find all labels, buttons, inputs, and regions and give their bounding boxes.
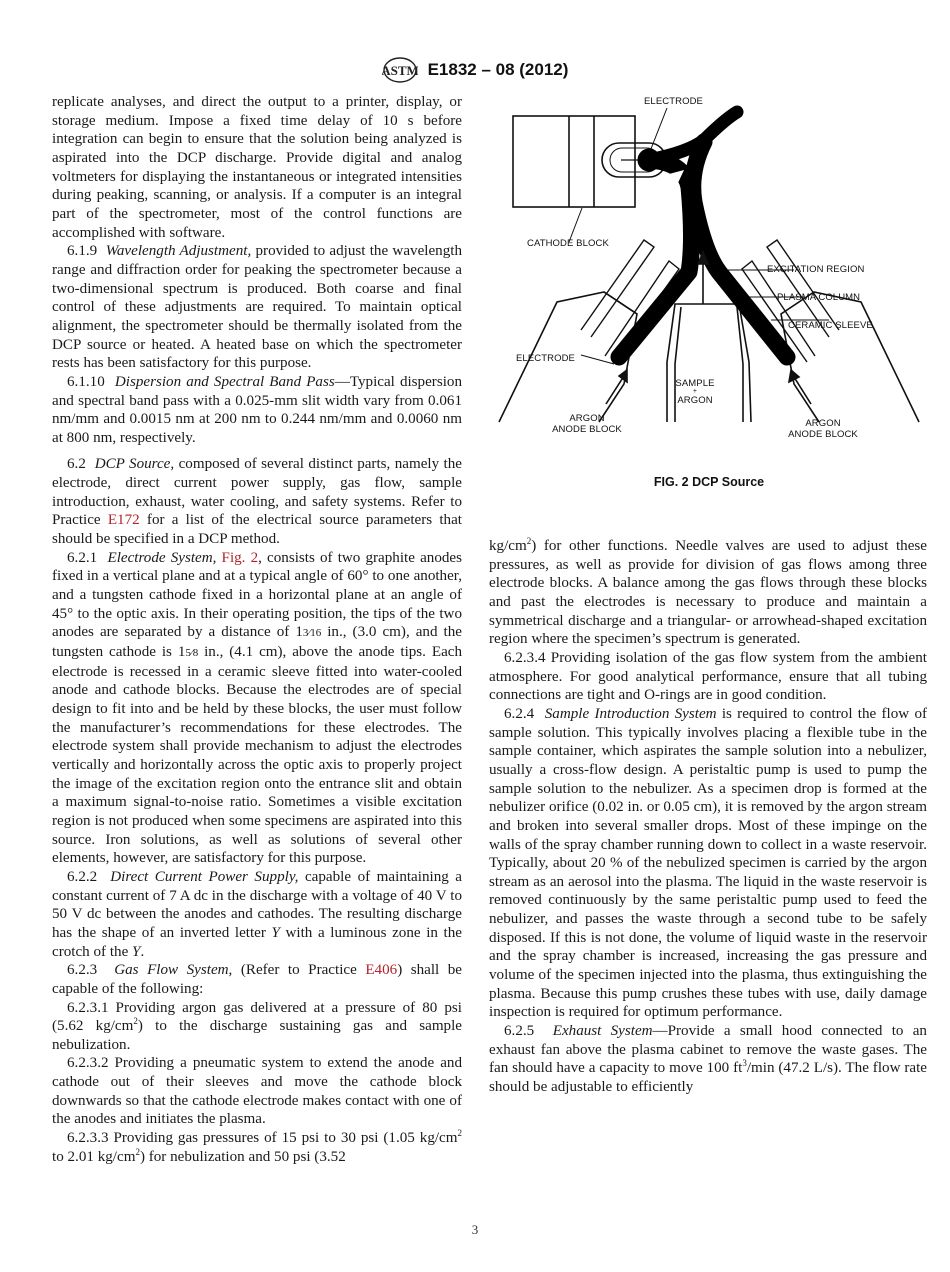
figure-dcp-source: [489, 92, 929, 492]
link-fig-2[interactable]: Fig. 2: [221, 549, 259, 566]
section-6-2-3-2: 6.2.3.2 Providing a pneumatic system to extend the anode and cathode out of their sleeves and move the cathode block downwards so that the cathode electrode makes contact with one of the anodes and initiates the plasma.: [52, 1055, 462, 1128]
section-6-2-3-4: 6.2.3.4 Providing isolation of the gas flow system from the ambient atmosphere. For good analytical performance, ensure that all tubing connections are tight and O-rings are in good condition.: [489, 649, 927, 704]
section-6-2-3: 6.2.3 Gas Flow System, (Refer to Practice E406) shall be capable of the following:: [52, 962, 463, 997]
label-electrode-top: ELECTRODE: [644, 96, 703, 107]
label-plasma-column: PLASMA COLUMN: [777, 292, 861, 303]
figure-caption: FIG. 2 DCP Source: [653, 475, 765, 489]
right-column: [489, 537, 927, 1097]
paragraph-continuation: replicate analyses, and direct the output to a printer, display, or storage medium. Impose a fixed time delay of 10 s before integration can begin to ensure that the solution being analyzed is aspirated into the DCP discharge. Provide digital and analog voltmeters for displaying the instantaneous or integrated intensities during peaking, scanning, or analysis. If a computer is an integral part of the spectrometer, most of the control functions are accomplished with software.: [52, 94, 462, 241]
standard-designation: E1832 – 08 (2012): [427, 60, 569, 79]
section-6-2: 6.2 DCP Source, composed of several distinct parts, namely the electrode, direct current power supply, gas flow, sample introduction, exhaust, water cooling, and safety systems. Refer to Practice E172 for a list of the electrical source parameters that should be specified in a DCP method.: [52, 456, 462, 548]
label-argon-anode-block-right: ARGON ANODE BLOCK: [788, 418, 858, 440]
section-6-1-9: 6.1.9 Wavelength Adjustment, provided to adjust the wavelength range and diffraction order for peaking the spectrometer because a two-dimensional spectrum is produced. Both coarse and final control of these adjustments are required. To maintain optical alignment, the spectrometer should be thermally isolated from the DCP source or heated. A heated base on which the spectrometer rests has been satisfactory for this purpose.: [52, 243, 462, 372]
astm-logo-icon: [382, 56, 418, 84]
section-6-2-4: 6.2.4 Sample Introduction System is required to control the flow of sample solution. This typically involves placing a flexible tube in the sample container, which aspirates the sample solution into a nebulizer, usually a cross-flow design. A peristaltic pump is used to pump the sample solution to the nebulizer. As a specimen drop is formed at the nebulizer orifice (0.02 in. or 0.05 cm), it is removed by the argon stream and broken into several smaller drops. Most of these impinge on the walls of the spray chamber running down to collect in a waste reservoir. Typically, about 20 % of the nebulized specimen is carried by the argon stream as an aerosol into the plasma. The liquid in the waste reservoir is removed continuously by the same peristaltic pump used to feed the nebulizer, and passes the waste through a second tube to be safely disposed. If this is not done, the volume of liquid waste in the reservoir and the spray chamber is increased, increasing the gas pressure and volume of the specimen injected into the plasma, thus extinguishing the plasma. Because this pump crushes these tubes with use, daily damage inspection is required for optimum performance.: [489, 705, 928, 1021]
paragraph-continuation: $kg/cm^2$) for other functions. Needle valves are used to adjust these pressures, as well as provide for division of gas flows among three electrode blocks. A balance among the gas flows through these blocks and past the electrodes is necessary to produce and maintain a symmetrical discharge and a triangular- or arrowhead-shaped excitation region where the specimen’s spectrum is generated.: [489, 535, 927, 648]
section-6-2-5: 6.2.5 Exhaust System—Provide a small hood connected to an exhaust fan above the plasma cabinet to remove the waste gases. The fan should have a capacity to move 100 $ft^3/\min$ (47.2 L/s). The flow rate should be adjustable to efficiently: [489, 1023, 927, 1096]
label-excitation-region: EXCITATION REGION: [767, 264, 865, 275]
section-title: DCP Source,: [94, 456, 175, 473]
section-6-2-1: 6.2.1 Electrode System, Fig. 2, consists of two graphite anodes fixed in a vertical plane and at a typical angle of 60° to one another, and a tungsten cathode fixed in a horizontal plane at an angle of 45° to the optic axis. In their operating position, the tips of the two anodes are separated by a distance of 13⁄16 in., (3.0 cm), and the tungsten cathode is 15⁄8 in., (4.1 cm), above the anode tips. Each electrode is recessed in a ceramic sleeve fitted into water-cooled anode and cathode blocks. Because the electrodes are of special design to fit into and be held by these blocks, the user must follow the manufacturer’s recommendations for these electrodes. The electrode system shall provide mechanism to adjust the electrodes vertically and horizontally across the optic axis to properly project the image of the excitation region onto the entrance slit and obtain a maximum signal-to-noise ratio. Sometimes a visible excitation region is not produced when some specimens are aspirated into this source. Iron solutions, as well as solutions of several other elements, however, are satisfactory for this purpose.: [52, 549, 463, 867]
label-ceramic-sleeve: CERAMIC SLEEVE: [788, 320, 873, 331]
label-argon-anode-block-left: ARGON ANODE BLOCK: [552, 413, 622, 435]
section-title: Gas Flow System,: [114, 962, 233, 979]
section-6-2-2: 6.2.2 Direct Current Power Supply, capable of maintaining a constant current of 7 A dc in the discharge with a voltage of 40 V to 50 V dc between the anodes and cathodes. The resulting discharge has the shape of an inverted letter Y with a luminous zone in the crotch of the Y.: [52, 868, 462, 960]
page-header: [0, 56, 950, 84]
section-title: Wavelength Adjustment,: [105, 243, 252, 260]
link-e406[interactable]: E406: [365, 962, 398, 979]
section-6-2-3-3: 6.2.3.3 Providing gas pressures of 15 psi to 30 psi (1.05 $kg/cm^2$ to 2.01 $kg/cm^2$) for nebulization and 50 psi (3.52: [52, 1128, 462, 1165]
page-number: 3: [471, 1222, 479, 1237]
section-title: Dispersion and Spectral Band Pass: [114, 373, 335, 390]
section-title: Exhaust System: [552, 1023, 653, 1040]
label-electrode-left: ELECTRODE: [516, 353, 575, 364]
section-title: Direct Current Power Supply,: [110, 868, 299, 885]
label-sample-argon: SAMPLE + ARGON: [675, 378, 715, 406]
section-title: Sample Introduction System: [544, 705, 717, 722]
link-e172[interactable]: E172: [107, 512, 140, 529]
svg-text:ASTM: ASTM: [381, 63, 418, 78]
section-title: Electrode System,: [107, 549, 217, 566]
label-cathode-block: CATHODE BLOCK: [527, 238, 609, 249]
section-6-1-10: 6.1.10 Dispersion and Spectral Band Pass—Typical dispersion and spectral band pass with a 0.025-mm slit width vary from 0.061 nm/mm and 0.0015 nm at 200 nm to 0.244 nm/mm and 0.0060 nm at 800 nm, respectively.: [52, 373, 462, 446]
section-6-2-3-1: 6.2.3.1 Providing argon gas delivered at a pressure of 80 psi (5.62 $kg/cm^2$) to the discharge sustaining gas and sample nebulization.: [52, 999, 463, 1053]
left-column: [52, 93, 462, 1166]
